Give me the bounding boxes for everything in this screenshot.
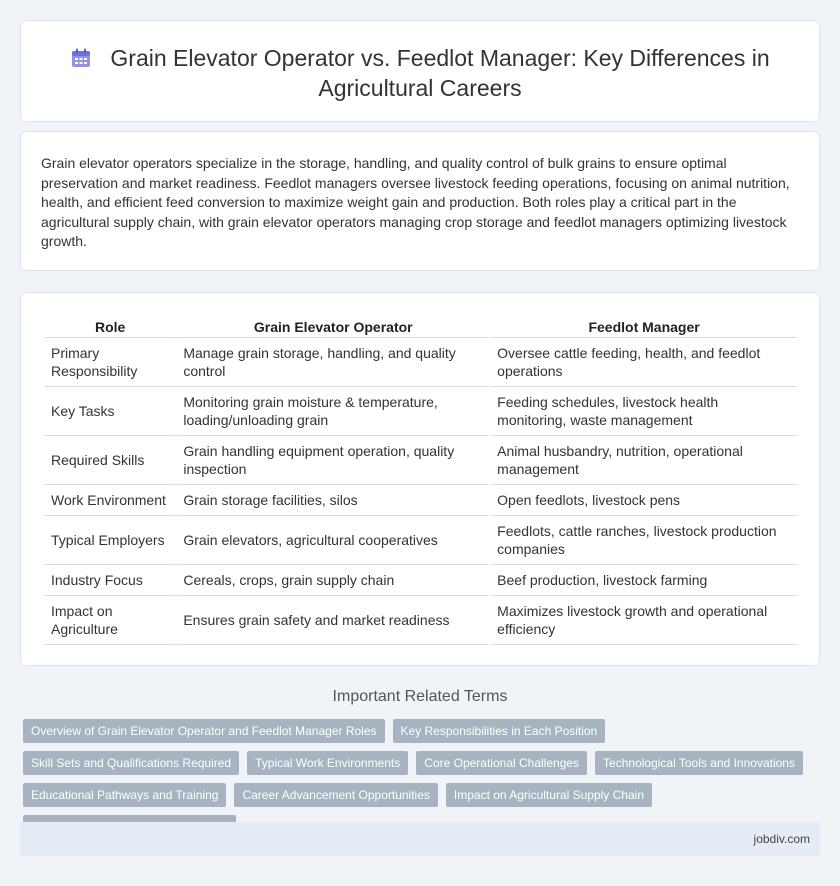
grain-cell: Monitoring grain moisture & temperature, loading/unloading grain (177, 387, 489, 436)
table-header-row (45, 313, 797, 338)
table-row (45, 565, 797, 596)
feedlot-cell: Feeding schedules, livestock health monitoring, waste management (491, 387, 797, 436)
related-term-tag[interactable]: Educational Pathways and Training (23, 783, 226, 807)
row-label: Primary Responsibility (45, 338, 175, 387)
related-term-tag[interactable]: Typical Work Environments (247, 751, 408, 775)
grain-cell: Ensures grain safety and market readiness (177, 596, 489, 645)
calendar-icon (70, 46, 92, 68)
grain-cell: Cereals, crops, grain supply chain (177, 565, 489, 596)
grain-cell: Manage grain storage, handling, and quality control (177, 338, 489, 387)
title-card (20, 20, 820, 122)
intro-card (20, 131, 820, 271)
row-label: Required Skills (45, 436, 175, 485)
row-label: Industry Focus (45, 565, 175, 596)
footer-site-link[interactable]: jobdiv.com (753, 832, 810, 846)
table-row (45, 387, 797, 436)
intro-text: Grain elevator operators specialize in the storage, handling, and quality control of bulk grains to ensure optimal preservation and market readiness. Feedlot managers oversee livestock feeding operations, focusing on animal nutrition, health, and efficient feed conversion to maximize weight gain and production. Both roles play a critical part in the agricultural supply chain, with grain elevator operators managing crop storage and feedlot managers optimizing livestock growth. (41, 155, 790, 250)
related-term-tag[interactable]: Technological Tools and Innovations (595, 751, 803, 775)
table-row (45, 596, 797, 645)
related-term-tag[interactable]: Skill Sets and Qualifications Required (23, 751, 239, 775)
feedlot-cell: Beef production, livestock farming (491, 565, 797, 596)
table-row (45, 516, 797, 565)
related-terms-heading: Important Related Terms (332, 688, 508, 705)
comparison-card (20, 292, 820, 666)
feedlot-cell: Animal husbandry, nutrition, operational management (491, 436, 797, 485)
related-term-tag[interactable]: Impact on Agricultural Supply Chain (446, 783, 652, 807)
feedlot-cell: Oversee cattle feeding, health, and feedlot operations (491, 338, 797, 387)
grain-cell: Grain elevators, agricultural cooperatives (177, 516, 489, 565)
feedlot-cell: Feedlots, cattle ranches, livestock production companies (491, 516, 797, 565)
related-term-tag[interactable]: Key Responsibilities in Each Position (393, 719, 606, 743)
feedlot-cell: Maximizes livestock growth and operational efficiency (491, 596, 797, 645)
page-title (51, 43, 789, 103)
grain-cell: Grain handling equipment operation, quality inspection (177, 436, 489, 485)
table-row (45, 436, 797, 485)
comparison-table (43, 313, 799, 645)
row-label: Key Tasks (45, 387, 175, 436)
footer (20, 822, 820, 856)
header-grain-elevator-operator: Grain Elevator Operator (177, 313, 489, 338)
related-term-tag[interactable]: Career Advancement Opportunities (234, 783, 437, 807)
row-label: Work Environment (45, 485, 175, 516)
feedlot-cell: Open feedlots, livestock pens (491, 485, 797, 516)
header-feedlot-manager: Feedlot Manager (491, 313, 797, 338)
row-label: Impact on Agriculture (45, 596, 175, 645)
table-row (45, 485, 797, 516)
table-row (45, 338, 797, 387)
grain-cell: Grain storage facilities, silos (177, 485, 489, 516)
page-title-text: Grain Elevator Operator vs. Feedlot Manager: Key Differences in Agricultural Careers (110, 45, 770, 101)
related-term-tag[interactable]: Overview of Grain Elevator Operator and Feedlot Manager Roles (23, 719, 385, 743)
header-role: Role (45, 313, 175, 338)
row-label: Typical Employers (45, 516, 175, 565)
related-term-tag[interactable]: Core Operational Challenges (416, 751, 587, 775)
related-terms-list (23, 719, 823, 839)
